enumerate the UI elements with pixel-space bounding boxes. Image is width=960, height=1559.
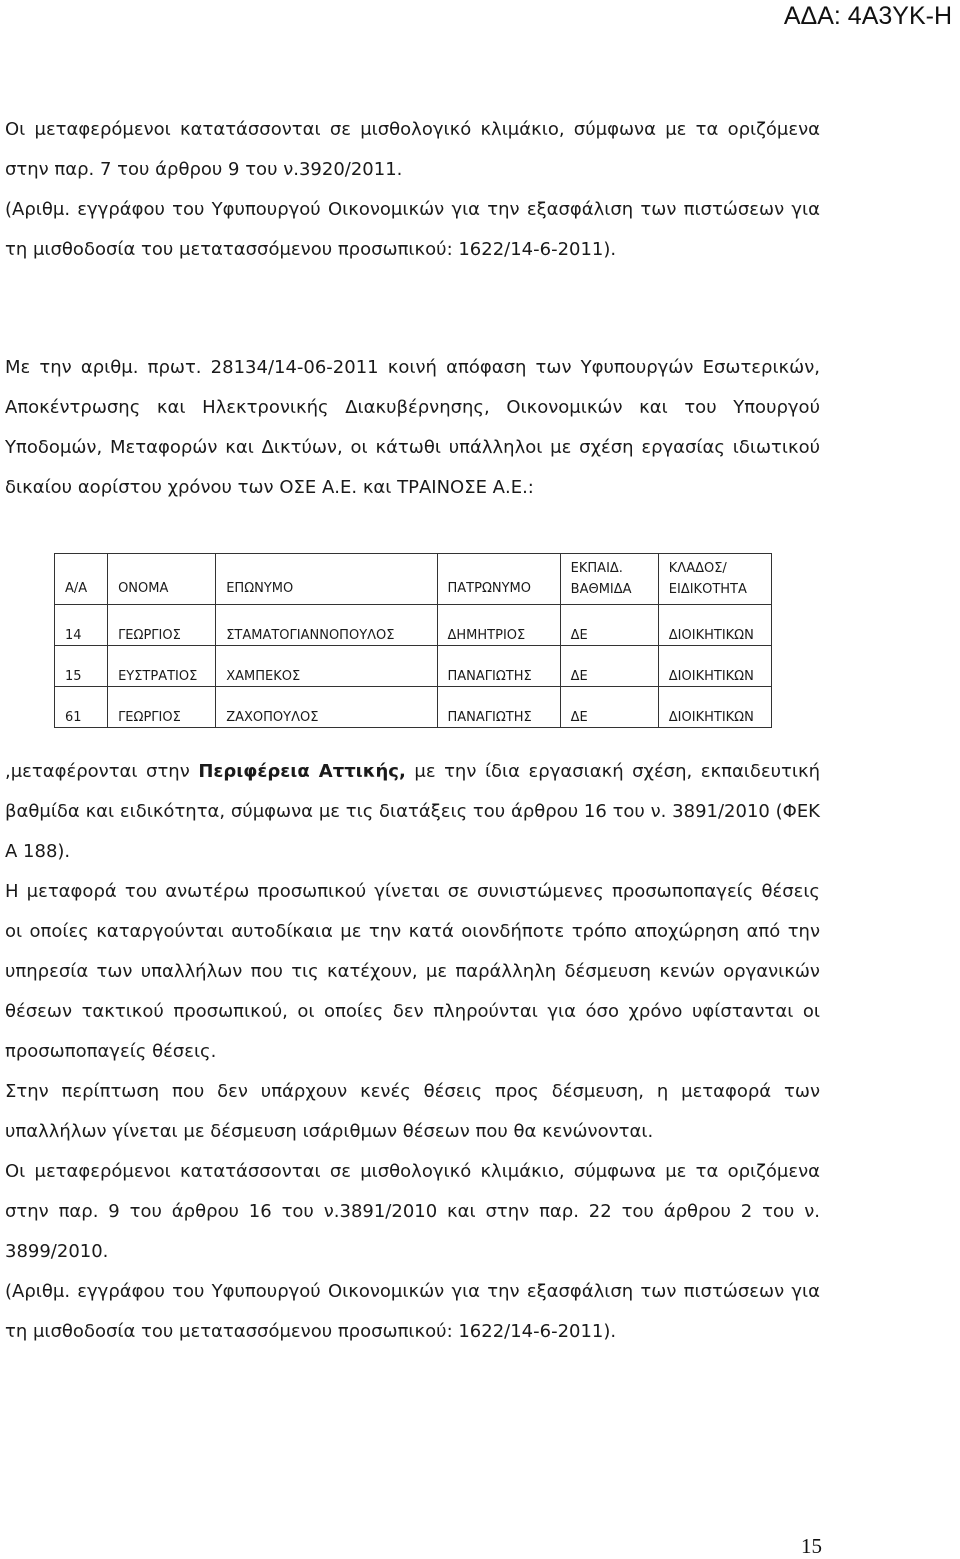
cell-father-name: ΔΗΜΗΤΡΙΟΣ bbox=[437, 605, 560, 646]
ada-identifier: ΑΔΑ: 4Α3ΥΚ-Η bbox=[783, 2, 952, 30]
paragraph-no-vacancies: Στην περίπτωση που δεν υπάρχουν κενές θέσεις προς δέσμευση, η μεταφορά των υπαλλήλων γίνεται με δέσμευση ισάριθμων θέσεων που θα κενώνονται. bbox=[5, 1081, 820, 1142]
cell-name: ΓΕΩΡΓΙΟΣ bbox=[108, 687, 216, 728]
cell-name: ΓΕΩΡΓΙΟΣ bbox=[108, 605, 216, 646]
cell-branch: ΔΙΟΙΚΗΤΙΚΩΝ bbox=[658, 687, 771, 728]
transfer-section bbox=[5, 752, 820, 1352]
header-education-top: ΕΚΠΑΙΔ. bbox=[560, 554, 658, 577]
cell-education: ΔΕ bbox=[560, 605, 658, 646]
header-education-bottom: ΒΑΘΜΙΔΑ bbox=[560, 576, 658, 605]
paragraph-transfer bbox=[5, 752, 820, 872]
header-branch-top: ΚΛΑΔΟΣ/ bbox=[658, 554, 771, 577]
header-name: ΟΝΟΜΑ bbox=[108, 554, 216, 605]
cell-surname: ΖΑΧΟΠΟΥΛΟΣ bbox=[216, 687, 437, 728]
cell-aa: 14 bbox=[55, 605, 108, 646]
header-surname: ΕΠΩΝΥΜΟ bbox=[216, 554, 437, 605]
cell-branch: ΔΙΟΙΚΗΤΙΚΩΝ bbox=[658, 646, 771, 687]
cell-aa: 61 bbox=[55, 687, 108, 728]
cell-education: ΔΕ bbox=[560, 646, 658, 687]
paragraph-credit-reference: (Αριθμ. εγγράφου του Υφυπουργού Οικονομικών για την εξασφάλιση των πιστώσεων για τη μισθοδοσία του μετατασσόμενου προσωπικού: 1622/14-6-2011). bbox=[5, 199, 820, 260]
cell-aa: 15 bbox=[55, 646, 108, 687]
header-branch-bottom: ΕΙΔΙΚΟΤΗΤΑ bbox=[658, 576, 771, 605]
cell-education: ΔΕ bbox=[560, 687, 658, 728]
transfer-trailing-text: με την ίδια εργασιακή σχέση, εκπαιδευτική βαθμίδα και ειδικότητα, σύμφωνα με τις διατάξεις του άρθρου 16 του ν. 3891/2010 (ΦΕΚ Α 188). bbox=[5, 761, 821, 862]
header-father-name: ΠΑΤΡΩΝΥΜΟ bbox=[437, 554, 560, 605]
intro-section bbox=[5, 110, 820, 270]
paragraph-salary-grade: Οι μεταφερόμενοι κατατάσσονται σε μισθολογικό κλιμάκιο, σύμφωνα με τα οριζόμενα στην παρ. 7 του άρθρου 9 του ν.3920/2011. bbox=[5, 119, 820, 180]
paragraph-credit-reference-2: (Αριθμ. εγγράφου του Υφυπουργού Οικονομικών για την εξασφάλιση των πιστώσεων για τη μισθοδοσία του μετατασσόμενου προσωπικού: 1622/14-6-2011). bbox=[5, 1281, 820, 1342]
transfer-lead-text: ,μεταφέρονται στην bbox=[5, 761, 199, 782]
cell-surname: ΧΑΜΠΕΚΟΣ bbox=[216, 646, 437, 687]
table-row bbox=[55, 605, 772, 646]
table-row bbox=[55, 646, 772, 687]
paragraph-joint-decision: Με την αριθμ. πρωτ. 28134/14-06-2011 κοινή απόφαση των Υφυπουργών Εσωτερικών, Αποκέντρωσης και Ηλεκτρονικής Διακυβέρνησης, Οικονομικών και του Υπουργού Υποδομών, Μεταφορών και Δικτύων, οι κάτωθι υπάλληλοι με σχέση εργασίας ιδιωτικού δικαίου αορίστου χρόνου των ΟΣΕ Α.Ε. και ΤΡΑΙΝΟΣΕ Α.Ε.: bbox=[5, 357, 820, 498]
paragraph-salary-grade-2: Οι μεταφερόμενοι κατατάσσονται σε μισθολογικό κλιμάκιο, σύμφωνα με τα οριζόμενα στην παρ. 9 του άρθρου 16 του ν.3891/2010 και στην παρ. 22 του άρθρου 2 του ν. 3899/2010. bbox=[5, 1161, 820, 1262]
cell-branch: ΔΙΟΙΚΗΤΙΚΩΝ bbox=[658, 605, 771, 646]
cell-name: ΕΥΣΤΡΑΤΙΟΣ bbox=[108, 646, 216, 687]
table-row bbox=[55, 687, 772, 728]
table-header-row-top bbox=[55, 554, 772, 577]
cell-surname: ΣΤΑΜΑΤΟΓΙΑΝΝΟΠΟΥΛΟΣ bbox=[216, 605, 437, 646]
cell-father-name: ΠΑΝΑΓΙΩΤΗΣ bbox=[437, 646, 560, 687]
personnel-table bbox=[54, 553, 772, 728]
paragraph-personal-positions: Η μεταφορά του ανωτέρω προσωπικού γίνεται σε συνιστώμενες προσωποπαγείς θέσεις οι οποίες καταργούνται αυτοδίκαια με την κατά οιονδήποτε τρόπο αποχώρηση από την υπηρεσία των υπαλλήλων που τις κατέχουν, με παράλληλη δέσμευση κενών οργανικών θέσεων τακτικού προσωπικού, οι οποίες δεν πληρούνται για όσο χρόνο υφίστανται οι προσωποπαγείς θέσεις. bbox=[5, 881, 820, 1062]
page-number: 15 bbox=[801, 1534, 822, 1558]
cell-father-name: ΠΑΝΑΓΙΩΤΗΣ bbox=[437, 687, 560, 728]
decision-section bbox=[5, 348, 820, 508]
region-name: Περιφέρεια Αττικής, bbox=[198, 761, 406, 782]
header-aa: Α/Α bbox=[55, 554, 108, 605]
